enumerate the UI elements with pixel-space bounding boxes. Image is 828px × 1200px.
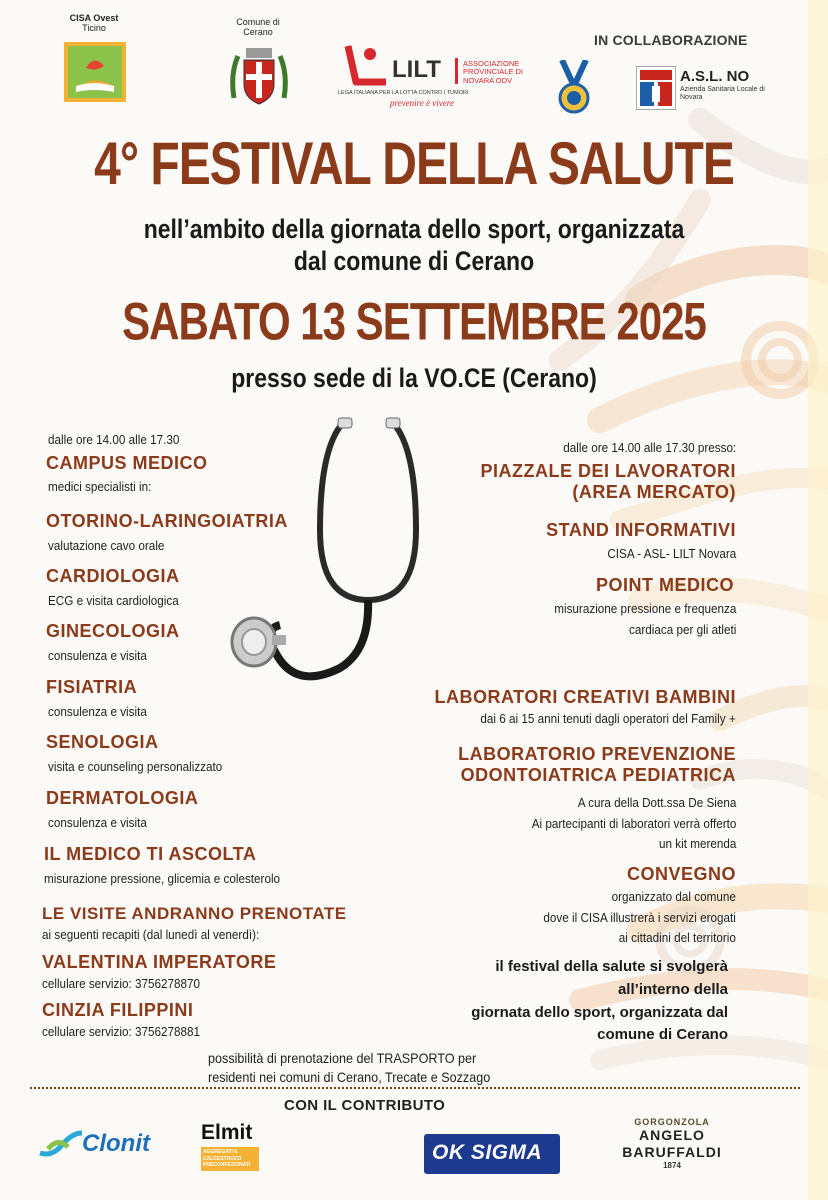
elmit-subtitle: AGGREGATI E CALCESTRUZZI PRECONFEZIONATI: [201, 1147, 259, 1171]
specialty-title: FISIATRIA: [46, 677, 138, 697]
cisa-logo: [64, 42, 126, 102]
stand-heading: STAND INFORMATIVI: [546, 520, 736, 540]
lilt-association: ASSOCIAZIONE PROVINCIALE DI NOVARA ODV: [463, 59, 524, 85]
comune-logo-caption: Comune di Cerano: [236, 17, 280, 37]
specialty-desc: consulenza e visita: [48, 648, 147, 663]
lilt-divider: [455, 58, 458, 84]
specialty-desc: visita e counseling personalizzato: [48, 759, 223, 774]
okosigma-logo: [424, 1134, 560, 1174]
point-medico-heading: POINT MEDICO: [595, 575, 734, 595]
convegno-line3: ai cittadini del territorio: [618, 930, 736, 946]
prevenzione-desc: [509, 795, 736, 852]
specialty-title: DERMATOLOGIA: [46, 788, 199, 808]
voce-medal-icon: [556, 60, 592, 118]
festival-note-line2: all’interno della: [617, 980, 728, 998]
festival-subtitle-line2: dal comune di Cerano: [293, 246, 535, 276]
specialty-title: OTORINO-LARINGOIATRIA: [46, 511, 288, 531]
right-time-wrap: [544, 440, 736, 456]
contributors-label: CON IL CONTRIBUTO: [284, 1097, 446, 1114]
specialty-desc: misurazione pressione, glicemia e colesterolo: [44, 871, 281, 886]
contact-name: CINZIA FILIPPINI: [42, 1000, 194, 1020]
convegno-desc: [522, 889, 736, 946]
asl-logo-icon: [636, 66, 676, 110]
festival-note: [471, 958, 728, 1045]
specialty-title: IL MEDICO TI ASCOLTA: [44, 844, 257, 864]
right-time: dalle ore 14.00 alle 17.30 presso:: [562, 440, 736, 455]
lilt-logo-icon: [340, 40, 392, 88]
specialty-desc: valutazione cavo orale: [48, 538, 165, 553]
festival-subtitle-line1: nell’ambito della giornata dello sport, organizzata: [143, 214, 685, 244]
booking-subtitle: ai seguenti recapiti (dal lunedì al venerdì):: [42, 927, 260, 942]
point-medico-desc: [534, 601, 736, 637]
campus-time: dalle ore 14.00 alle 17.30: [48, 432, 180, 447]
campus-medico-subtitle: medici specialisti in:: [48, 479, 152, 494]
specialty-desc: ECG e visita cardiologica: [48, 593, 179, 608]
prevenzione-desc-line1: A cura della Dott.ssa De Siena: [577, 795, 736, 810]
festival-note-line4: comune di Cerano: [597, 1026, 728, 1044]
gorgonzola-label: GORGONZOLA: [634, 1117, 710, 1127]
lilt-tagline: LEGA ITALIANA PER LA LOTTA CONTRO I TUMORI: [338, 90, 469, 96]
event-place: presso sede di la VO.CE (Cerano): [231, 363, 597, 393]
prevenzione-desc-line3: un kit merenda: [658, 836, 736, 852]
stethoscope-icon: [220, 410, 460, 690]
baruffaldi-label: BARUFFALDI: [622, 1143, 722, 1160]
asl-subtitle: Azienda Sanitaria Locale di Novara: [680, 86, 765, 102]
prevenzione-line2: ODONTOIATRICA PEDIATRICA: [460, 764, 736, 785]
contact-name: VALENTINA IMPERATORE: [42, 952, 277, 972]
baruffaldi-logo: [616, 1117, 728, 1170]
point-medico-line2: cardiaca per gli atleti: [628, 621, 736, 637]
piazzale-line1: PIAZZALE DEI LAVORATORI: [480, 461, 736, 481]
dotted-divider: [30, 1087, 800, 1089]
cisa-logo-caption: CISA Ovest Ticino: [69, 13, 119, 33]
okosigma-text: OK SIGMA: [432, 1141, 543, 1164]
elmit-logo: Elmit: [201, 1121, 253, 1144]
booking-heading: LE VISITE ANDRANNO PRENOTATE: [42, 904, 347, 923]
lilt-name: LILT: [392, 56, 441, 83]
campus-medico-heading: CAMPUS MEDICO: [46, 453, 208, 473]
stand-subtitle-wrap: [593, 546, 736, 562]
cerano-crest-icon: [228, 44, 290, 110]
prevenzione-desc-line2: Ai partecipanti di laboratori verrà offerto: [531, 815, 736, 831]
specialty-title: GINECOLOGIA: [46, 621, 180, 641]
specialty-title: SENOLOGIA: [46, 732, 159, 752]
contact-phone: cellulare servizio: 3756278881: [42, 1024, 201, 1039]
piazzale-line2: (AREA MERCATO): [572, 481, 736, 502]
clonit-logo: Clonit: [82, 1130, 150, 1157]
festival-title: 4° FESTIVAL DELLA SALUTE: [94, 131, 734, 198]
event-date: SABATO 13 SETTEMBRE 2025: [122, 292, 706, 351]
stand-subtitle: CISA - ASL- LILT Novara: [607, 546, 736, 561]
point-medico-line1: misurazione pressione e frequenza: [553, 601, 736, 616]
specialty-title: CARDIOLOGIA: [46, 566, 180, 586]
convegno-heading: CONVEGNO: [626, 864, 736, 884]
asl-name: A.S.L. NO: [680, 68, 750, 85]
prevenzione-heading: [458, 744, 736, 785]
specialty-desc: consulenza e visita: [48, 704, 147, 719]
specialty-desc: consulenza e visita: [48, 815, 147, 830]
convegno-line1: organizzato dal comune: [611, 889, 736, 904]
collaboration-label: IN COLLABORAZIONE: [594, 32, 748, 48]
convegno-line2: dove il CISA illustrerà i servizi erogati: [543, 909, 736, 925]
piazzale-heading: [480, 461, 736, 502]
lilt-slogan: prevenire è vivere: [390, 98, 454, 108]
lab-bambini-desc-wrap: [452, 711, 736, 727]
clonit-logo-icon: [38, 1127, 84, 1161]
lab-bambini-heading: LABORATORI CREATIVI BAMBINI: [434, 687, 736, 707]
contact-phone: cellulare servizio: 3756278870: [42, 976, 201, 991]
baruffaldi-year: 1874: [663, 1160, 681, 1170]
festival-note-line3: giornata dello sport, organizzata dal: [471, 1003, 728, 1021]
lab-bambini-desc: dai 6 ai 15 anni tenuti dagli operatori del Family +: [480, 711, 736, 726]
transport-line1: possibilità di prenotazione del TRASPORTO per: [208, 1050, 477, 1066]
transport-line2: residenti nei comuni di Cerano, Trecate e Sozzago: [208, 1069, 491, 1085]
angelo-label: ANGELO: [639, 1127, 705, 1143]
prevenzione-line1: LABORATORIO PREVENZIONE: [458, 744, 736, 764]
festival-note-line1: il festival della salute si svolgerà: [495, 958, 728, 975]
